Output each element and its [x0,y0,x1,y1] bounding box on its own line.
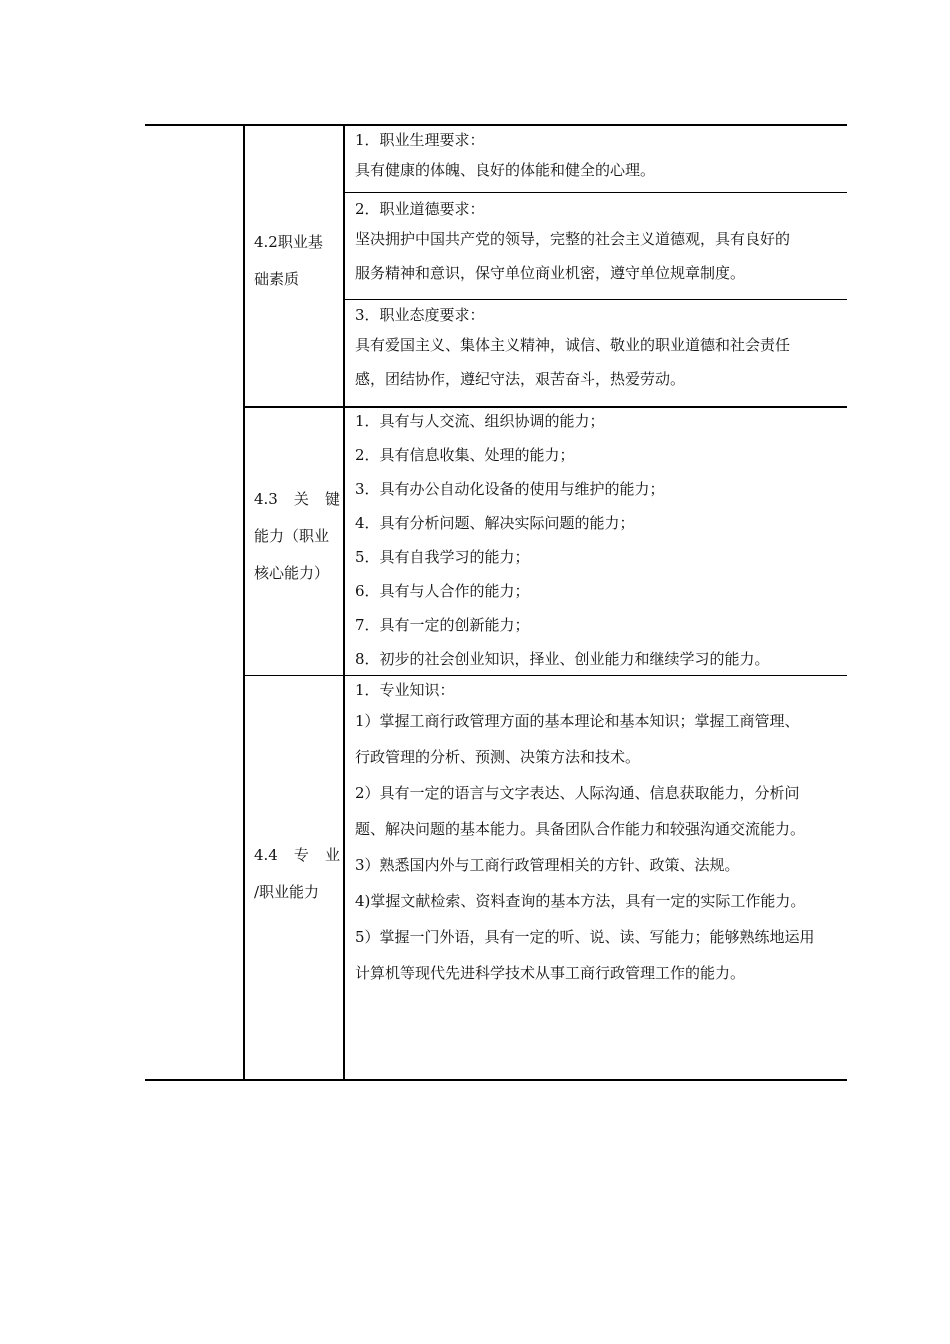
paragraph-line: 4)掌握文献检索、资料查询的基本方法，具有一定的实际工作能力。 [355,892,806,910]
paragraph-line: 3）熟悉国内外与工商行政管理相关的方针、政策、法规。 [355,856,740,874]
list-item: 3．具有办公自动化设备的使用与维护的能力； [355,480,665,498]
list-item: 4．具有分析问题、解决实际问题的能力； [355,514,635,532]
list-item: 5．具有自我学习的能力； [355,548,530,566]
label-token: 4.4 [254,846,278,864]
paragraph-line: 5）掌握一门外语，具有一定的听、说、读、写能力；能够熟练地运用 [355,928,815,946]
cell-text: 感，团结协作，遵纪守法，艰苦奋斗，热爱劳动。 [355,370,686,388]
list-item: 1．具有与人交流、组织协调的能力； [355,412,605,430]
row-divider [343,192,847,193]
list-item: 2．具有信息收集、处理的能力； [355,446,575,464]
list-item: 8．初步的社会创业知识，择业、创业能力和继续学习的能力。 [355,650,770,668]
cell-heading: 2．职业道德要求： [355,200,485,218]
row-divider [343,299,847,300]
paragraph-line: 计算机等现代先进科学技术从事工商行政管理工作的能力。 [355,964,746,982]
professional-abilities-cell [355,677,841,991]
label-token: 4.3 [254,490,278,508]
label-line: 能力（职业 [254,527,330,545]
label-line: 础素质 [254,270,300,288]
table-top-border [145,124,847,126]
column-divider-right [343,124,345,1081]
label-line: 4.2职业基 [254,233,323,251]
ethics-requirements-cell [355,196,841,290]
cell-heading: 1．专业知识： [355,681,455,699]
label-token: 专 [293,846,309,864]
cell-text: 坚决拥护中国共产党的领导，完整的社会主义道德观，具有良好的 [355,230,791,248]
key-abilities-cell [355,404,841,676]
label-line: 核心能力） [254,564,330,582]
physiological-requirements-cell [355,127,841,187]
cell-text: 具有爱国主义、集体主义精神，诚信、敬业的职业道德和社会责任 [355,336,791,354]
label-token: 关 [293,490,309,508]
paragraph-line: 1）掌握工商行政管理方面的基本理论和基本知识；掌握工商管理、 [355,712,800,730]
cell-heading: 1．职业生理要求： [355,131,485,149]
paragraph-line: 2）具有一定的语言与文字表达、人际沟通、信息获取能力，分析问 [355,784,800,802]
section-label-4-4 [254,837,340,911]
label-token: 键 [324,490,340,508]
label-token: 业 [324,846,340,864]
list-item: 7．具有一定的创新能力； [355,616,530,634]
label-line [254,837,340,874]
label-line: /职业能力 [254,883,320,901]
attitude-requirements-cell [355,302,841,396]
list-item: 6．具有与人合作的能力； [355,582,530,600]
cell-text: 服务精神和意识，保守单位商业机密，遵守单位规章制度。 [355,264,746,282]
paragraph-line: 题、解决问题的基本能力。具备团队合作能力和较强沟通交流能力。 [355,820,806,838]
section-label-4-2 [254,224,340,298]
paragraph-line: 行政管理的分析、预测、决策方法和技术。 [355,748,641,766]
cell-heading: 3．职业态度要求： [355,306,485,324]
column-divider-left [243,124,245,1081]
table-bottom-border [145,1079,847,1081]
cell-text: 具有健康的体魄、良好的体能和健全的心理。 [355,161,656,179]
section-label-4-3 [254,481,340,592]
label-line [254,481,340,518]
